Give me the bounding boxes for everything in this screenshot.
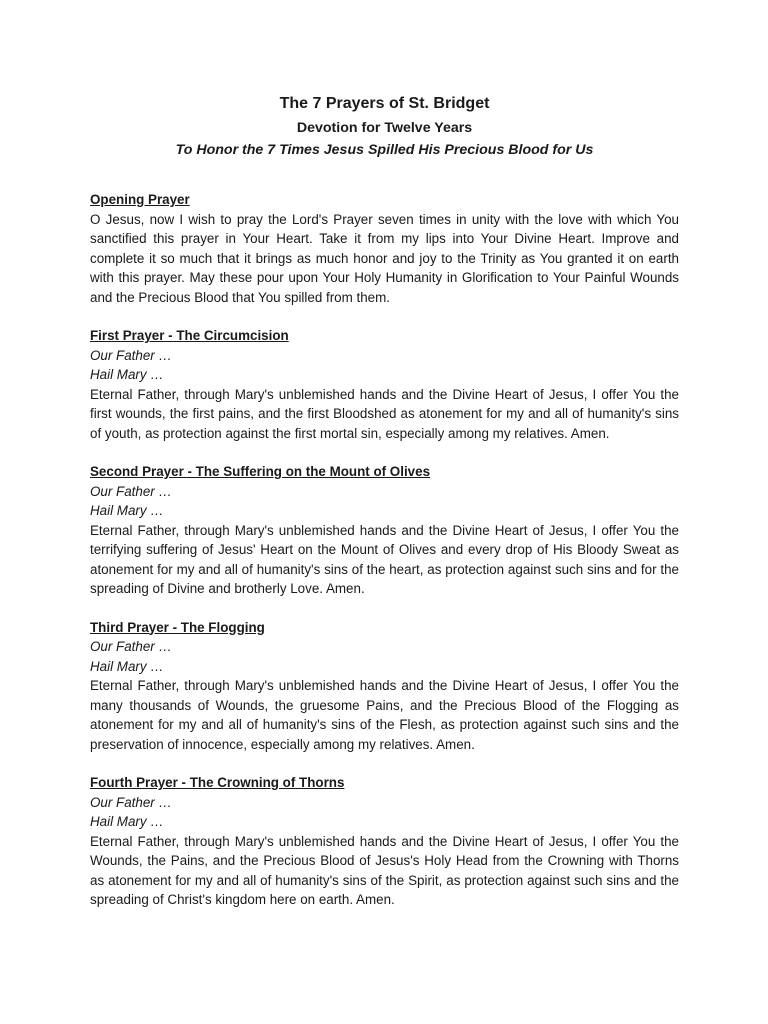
section-heading: Third Prayer - The Flogging: [90, 619, 265, 635]
our-father-line: Our Father …: [90, 639, 172, 654]
section-first-prayer: [90, 326, 679, 443]
section-body: Eternal Father, through Mary's unblemished hands and the Divine Heart of Jesus, I offer You the many thousands of Wounds, the gruesome Pains, and the Precious Blood of the Flogging as atonement for my and all of humanity's sins of the Flesh, as protection against such sins and the preservation of innocence, especially among my relatives. Amen.: [90, 678, 679, 752]
section-opening-prayer: [90, 190, 679, 307]
our-father-line: Our Father …: [90, 794, 172, 810]
section-fourth-prayer: [90, 773, 679, 910]
section-second-prayer: [90, 462, 679, 599]
section-body: Eternal Father, through Mary's unblemished hands and the Divine Heart of Jesus, I offer You the Wounds, the Pains, and the Precious Blood of Jesus's Holy Head from the Crowning with Thorns as atonement for my and all of humanity's sins of the Spirit, as protection against such sins and the spreading of Christ's kingdom here on earth. Amen.: [90, 833, 679, 907]
section-heading: Second Prayer - The Suffering on the Mount of Olives: [90, 464, 431, 479]
document-title: The 7 Prayers of St. Bridget: [279, 95, 490, 112]
hail-mary-line: Hail Mary …: [90, 814, 164, 829]
hail-mary-line: Hail Mary …: [90, 367, 164, 382]
section-body: O Jesus, now I wish to pray the Lord's Prayer seven times in unity with the love with which You sanctified this prayer in Your Heart. Take it from my lips into Your Divine Heart. Improve and complete it so much that it brings as much honor and joy to the Trinity as You granted it on earth with this prayer. May these pour upon Your Holy Humanity in Glorification to Your Painful Wounds and the Precious Blood that You spilled from them.: [90, 211, 679, 305]
section-heading: Fourth Prayer - The Crowning of Thorns: [90, 775, 345, 790]
section-third-prayer: [90, 618, 679, 755]
section-body: Eternal Father, through Mary's unblemished hands and the Divine Heart of Jesus, I offer You the first wounds, the first pains, and the first Bloodshed as atonement for my and all of humanity's sins of youth, as protection against the first mortal sin, especially among my relatives. Amen.: [90, 386, 679, 441]
hail-mary-line: Hail Mary …: [90, 658, 164, 674]
section-heading: First Prayer - The Circumcision: [90, 328, 289, 343]
section-body: Eternal Father, through Mary's unblemished hands and the Divine Heart of Jesus, I offer You the terrifying suffering of Jesus' Heart on the Mount of Olives and every drop of His Bloody Sweat as atonement for my and all of humanity's sins of the heart, as protection against such sins and for the spreading of Divine and brotherly Love. Amen.: [90, 522, 679, 596]
hail-mary-line: Hail Mary …: [90, 503, 164, 518]
document-tagline: To Honor the 7 Times Jesus Spilled His Precious Blood for Us: [175, 142, 594, 158]
our-father-line: Our Father …: [90, 347, 172, 363]
our-father-line: Our Father …: [90, 483, 172, 499]
section-heading: Opening Prayer: [90, 192, 190, 207]
document-subtitle: Devotion for Twelve Years: [296, 120, 473, 136]
